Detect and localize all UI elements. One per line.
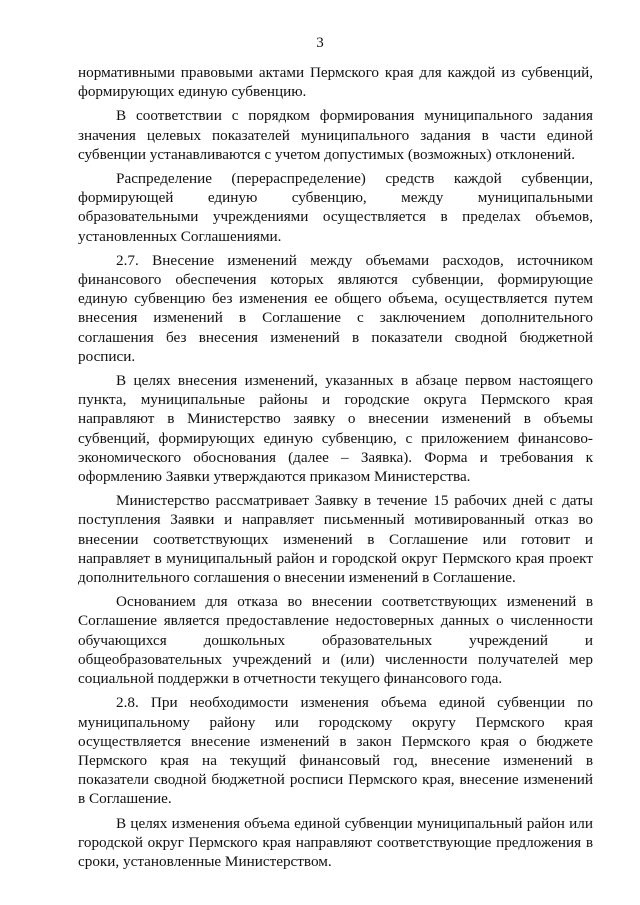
paragraph-continuation: нормативными правовыми актами Пермского края для каждой из субвенций, формирующих единую субвенцию. bbox=[78, 64, 593, 101]
document-body bbox=[78, 63, 593, 876]
paragraph-section-2-7: 2.7. Внесение изменений между объемами расходов, источником финансового обеспечения которых являются субвенции, формирующие единую субвенцию без изменения ее общего объема, осуществляется путем внесения изменений в Соглашение с заключением дополнительного соглашения без внесения изменений в показатели сводной бюджетной росписи. bbox=[78, 251, 593, 365]
page-number: 3 bbox=[316, 35, 324, 51]
paragraph-distribution: Распределение (перераспределение) средств каждой субвенции, формирующей единую субвенцию, между муниципальными образовательными учреждениями осуществляется в пределах объемов, установленных Соглашениями. bbox=[78, 170, 593, 245]
paragraph-ministry-review: Министерство рассматривает Заявку в течение 15 рабочих дней с даты поступления Заявки и направляет письменный мотивированный отказ во внесении соответствующих изменений в Соглашение или готовит и направляет в муниципальный район и городской округ Пермского края проект дополнительного соглашения о внесении изменений в Соглашение. bbox=[78, 492, 593, 587]
paragraph-municipal-task: В соответствии с порядком формирования муниципального задания значения целевых показателей муниципального задания в части единой субвенции устанавливаются с учетом допустимых (возможных) отклонений. bbox=[78, 107, 593, 163]
paragraph-proposals: В целях изменения объема единой субвенции муниципальный район или городской округ Пермского края направляют соответствующие предложения в сроки, установленные Министерством. bbox=[78, 814, 593, 870]
paragraph-section-2-8: 2.8. При необходимости изменения объема единой субвенции по муниципальному району или городскому округу Пермского края осуществляется внесение изменений в закон Пермского края о бюджете Пермского края на текущий финансовый год, внесение изменений в показатели сводной бюджетной росписи Пермского края, внесение изменений в Соглашение. bbox=[78, 694, 593, 808]
paragraph-refusal-grounds: Основанием для отказа во внесении соответствующих изменений в Соглашение является предоставление недостоверных данных о численности обучающихся дошкольных образовательных учреждений и общеобразовательных учреждений и (или) численности получателей мер социальной поддержки в отчетности текущего финансового года. bbox=[78, 593, 593, 688]
paragraph-application: В целях внесения изменений, указанных в абзаце первом настоящего пункта, муниципальные районы и городские округа Пермского края направляют в Министерство заявку о внесении изменений в объемы субвенций, формирующих единую субвенцию, с приложением финансово-экономического обоснования (далее – Заявка). Форма и требования к оформлению Заявки утверждаются приказом Министерства. bbox=[78, 372, 593, 486]
